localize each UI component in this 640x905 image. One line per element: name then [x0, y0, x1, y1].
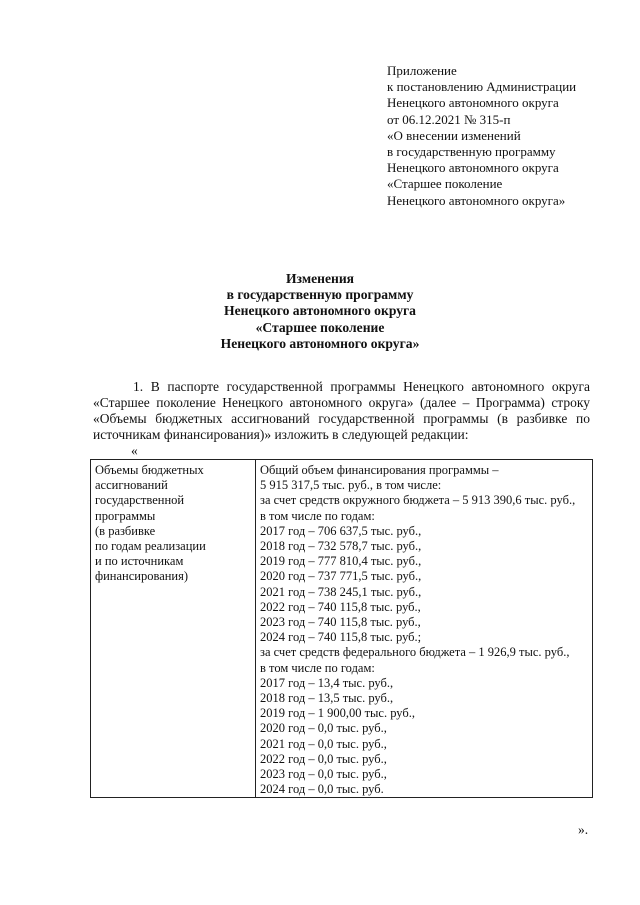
left-cell-line: ассигнований — [95, 478, 168, 493]
funding-line: 2019 год – 777 810,4 тыс. руб., — [260, 554, 422, 569]
funding-details-cell — [256, 460, 593, 798]
left-cell-line: государственной — [95, 493, 185, 508]
title-line: «Старшее поколение — [255, 319, 385, 335]
appendix-line: в государственную программу — [387, 144, 556, 160]
title-line: Ненецкого автономного округа — [224, 303, 416, 319]
left-cell-line: программы — [95, 508, 156, 523]
title-line: Ненецкого автономного округа» — [220, 335, 420, 351]
funding-line: 2021 год – 738 245,1 тыс. руб., — [260, 584, 422, 599]
table-row — [91, 460, 593, 798]
appendix-line: Приложение — [387, 63, 457, 78]
funding-line: 2023 год – 0,0 тыс. руб., — [260, 767, 387, 782]
appendix-line: Ненецкого автономного округа» — [387, 192, 566, 208]
funding-line: за счет средств окружного бюджета – 5 913 390,6 тыс. руб., — [260, 493, 576, 508]
funding-line: 2019 год – 1 900,00 тыс. руб., — [260, 706, 416, 721]
funding-line: в том числе по годам: — [260, 660, 375, 675]
funding-table — [90, 459, 593, 798]
row-header-cell — [91, 460, 256, 798]
appendix-line: Ненецкого автономного округа — [387, 160, 559, 176]
funding-line: 2024 год – 740 115,8 тыс. руб.; — [260, 630, 422, 645]
funding-line: в том числе по годам: — [260, 508, 375, 523]
funding-line: 2018 год – 732 578,7 тыс. руб., — [260, 539, 422, 554]
appendix-line: «Старшее поколение — [387, 176, 503, 192]
body-paragraph: 1. В паспорте государственной программы Ненецкого автономного округа «Старшее поколение Ненецкого автономного округа» (далее – Программа) строку «Объемы бюджетных ассигнований государственной программы (в разбивке по источникам финансирования)» изложить в следующей редакции: — [93, 379, 590, 442]
funding-line: 2022 год – 740 115,8 тыс. руб., — [260, 599, 421, 614]
title-line: в государственную программу — [226, 287, 414, 303]
left-cell-line: (в разбивке — [95, 523, 156, 538]
funding-line: 2024 год – 0,0 тыс. руб. — [260, 782, 384, 797]
appendix-line: «О внесении изменений — [387, 127, 521, 143]
funding-line: 5 915 317,5 тыс. руб., в том числе: — [260, 478, 442, 493]
funding-line: Общий объем финансирования программы – — [260, 463, 499, 477]
funding-line: 2020 год – 737 771,5 тыс. руб., — [260, 569, 422, 584]
appendix-line: от 06.12.2021 № 315-п — [387, 111, 511, 127]
document-title — [140, 271, 500, 352]
funding-line: 2017 год – 706 637,5 тыс. руб., — [260, 523, 422, 538]
left-cell-line: финансирования) — [95, 569, 189, 584]
appendix-header — [387, 63, 632, 209]
closing-quote: ». — [578, 822, 589, 837]
funding-line: 2017 год – 13,4 тыс. руб., — [260, 675, 394, 690]
funding-line: за счет средств федерального бюджета – 1 926,9 тыс. руб., — [260, 645, 570, 660]
title-line: Изменения — [285, 271, 355, 286]
opening-quote: « — [131, 443, 138, 458]
funding-line: 2022 год – 0,0 тыс. руб., — [260, 751, 387, 766]
left-cell-line: Объемы бюджетных — [95, 463, 204, 477]
appendix-line: к постановлению Администрации — [387, 79, 577, 95]
left-cell-line: и по источникам — [95, 554, 184, 569]
funding-line: 2018 год – 13,5 тыс. руб., — [260, 691, 394, 706]
funding-line: 2023 год – 740 115,8 тыс. руб., — [260, 615, 421, 630]
appendix-line: Ненецкого автономного округа — [387, 95, 559, 111]
funding-line: 2020 год – 0,0 тыс. руб., — [260, 721, 387, 736]
funding-line: 2021 год – 0,0 тыс. руб., — [260, 736, 387, 751]
left-cell-line: по годам реализации — [95, 539, 206, 554]
